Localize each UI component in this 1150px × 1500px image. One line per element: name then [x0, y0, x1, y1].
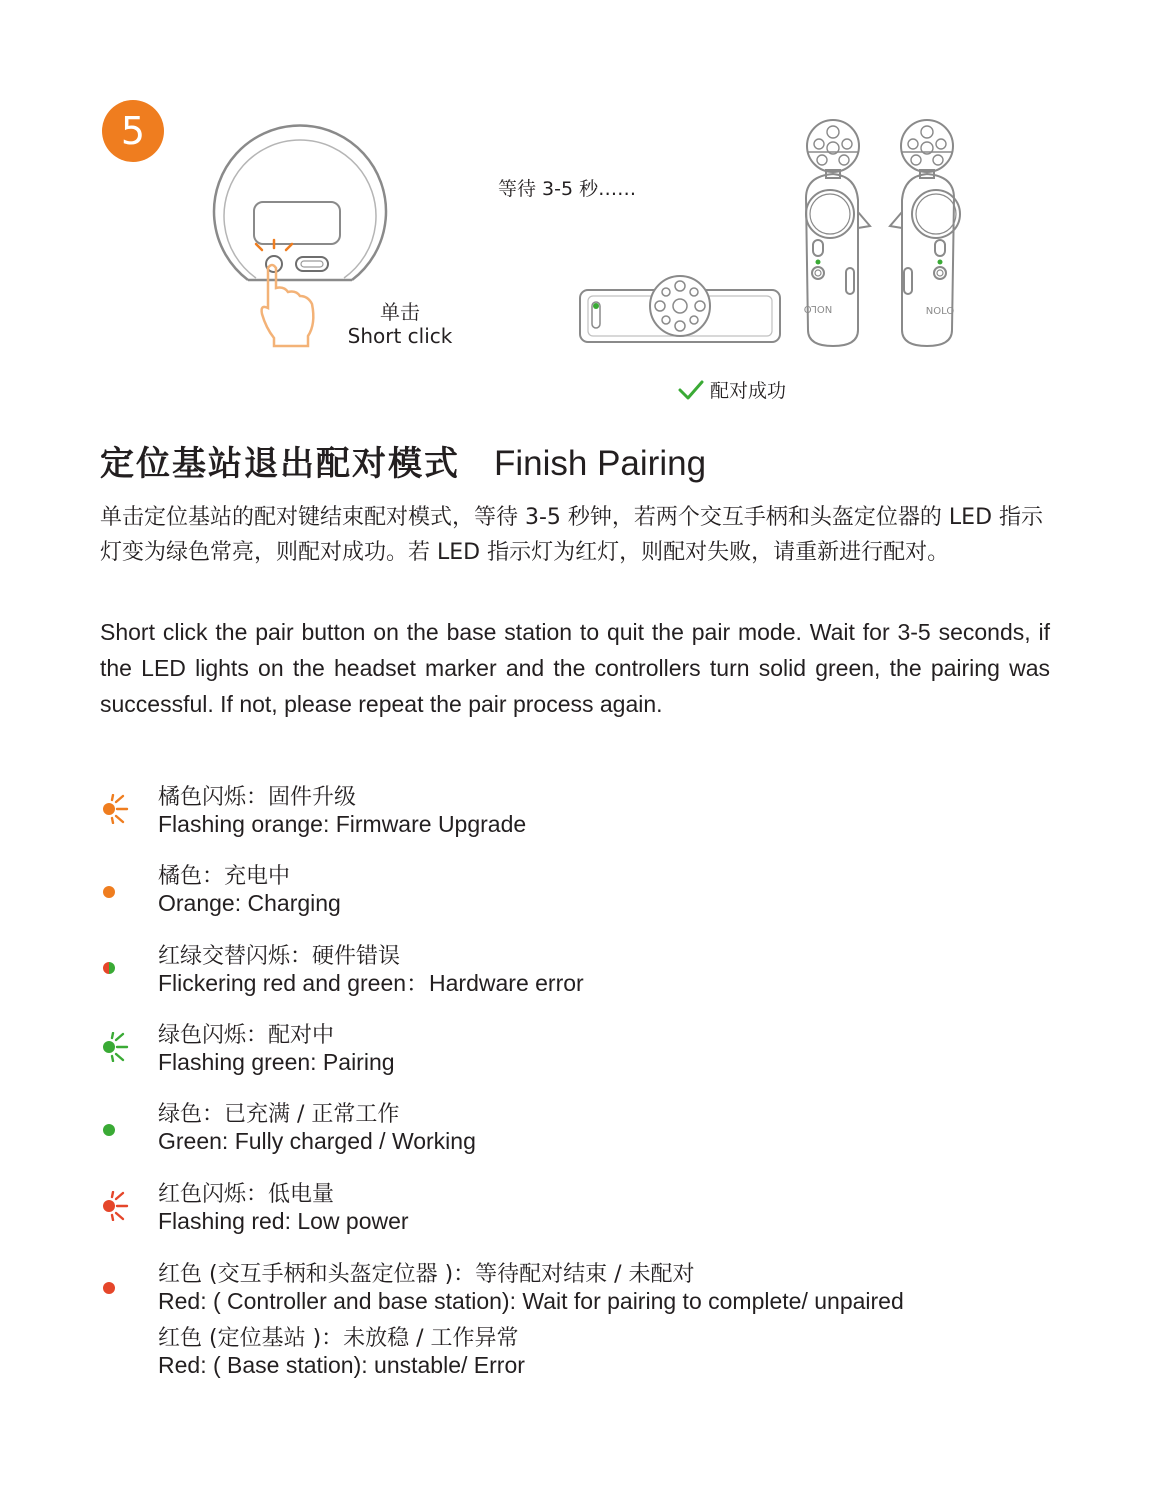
legend-cn-secondary: 红色 (定位基站 )：未放稳 / 工作异常 — [158, 1326, 519, 1351]
legend-en: Green: Fully charged / Working — [158, 1128, 476, 1154]
step-number-badge: 5 — [102, 100, 164, 162]
red-green-led-icon — [100, 953, 130, 983]
section-title-cn: 定位基站退出配对模式 — [100, 444, 460, 484]
legend-en: Flashing orange: Firmware Upgrade — [158, 811, 527, 837]
short-click-label-cn: 单击 — [380, 300, 420, 324]
legend-cn: 橘色闪烁：固件升级 — [158, 785, 357, 810]
checkmark-icon — [678, 379, 704, 401]
short-click-label-en: Short click — [347, 324, 453, 348]
controllers-illustration — [796, 118, 976, 350]
legend-cn: 红绿交替闪烁：硬件错误 — [158, 944, 401, 969]
legend-en: Orange: Charging — [158, 890, 341, 916]
pairing-success — [678, 376, 786, 403]
body-text-en: Short click the pair button on the base station to quit the pair mode. Wait for 3-5 seconds, if the LED lights on the headset marker and the controllers turn solid green, the pairing was successful. If not, please repeat the pair process again. — [100, 619, 1050, 717]
section-heading — [100, 436, 706, 485]
green-led-icon — [100, 1115, 130, 1145]
legend-en: Flashing green: Pairing — [158, 1049, 395, 1075]
controller-brand-right: NOLO — [925, 306, 955, 317]
legend-cn: 红色 (交互手柄和头盔定位器 )：等待配对结束 / 未配对 — [158, 1262, 695, 1287]
section-title-en: Finish Pairing — [494, 444, 707, 483]
controller-brand-left: NOLO — [803, 303, 833, 314]
flashing-green-led-icon — [100, 1032, 130, 1062]
body-text-cn: 单击定位基站的配对键结束配对模式，等待 3-5 秒钟，若两个交互手柄和头盔定位器的 LED 指示灯变为绿色常亮，则配对成功。若 LED 指示灯为红灯，则配对失败，请重新进行配对。 — [100, 505, 1044, 565]
red-led-icon — [100, 1273, 130, 1303]
legend-en: Flashing red: Low power — [158, 1208, 409, 1234]
legend-cn: 绿色：已充满 / 正常工作 — [158, 1102, 400, 1127]
wait-label: 等待 3-5 秒…… — [498, 178, 637, 200]
success-label: 配对成功 — [710, 380, 787, 402]
headset-marker-illustration — [578, 270, 784, 346]
flashing-red-led-icon — [100, 1191, 130, 1221]
legend-cn: 橘色：充电中 — [158, 864, 291, 889]
legend-en: Flickering red and green：Hardware error — [158, 970, 584, 996]
legend-cn: 绿色闪烁：配对中 — [158, 1023, 335, 1048]
legend-cn: 红色闪烁：低电量 — [158, 1182, 335, 1207]
legend-en: Red: ( Controller and base station): Wait for pairing to complete/ unpaired — [158, 1288, 904, 1314]
flashing-orange-led-icon — [100, 794, 130, 824]
legend-en-secondary: Red: ( Base station): unstable/ Error — [158, 1352, 525, 1378]
orange-led-icon — [100, 877, 130, 907]
